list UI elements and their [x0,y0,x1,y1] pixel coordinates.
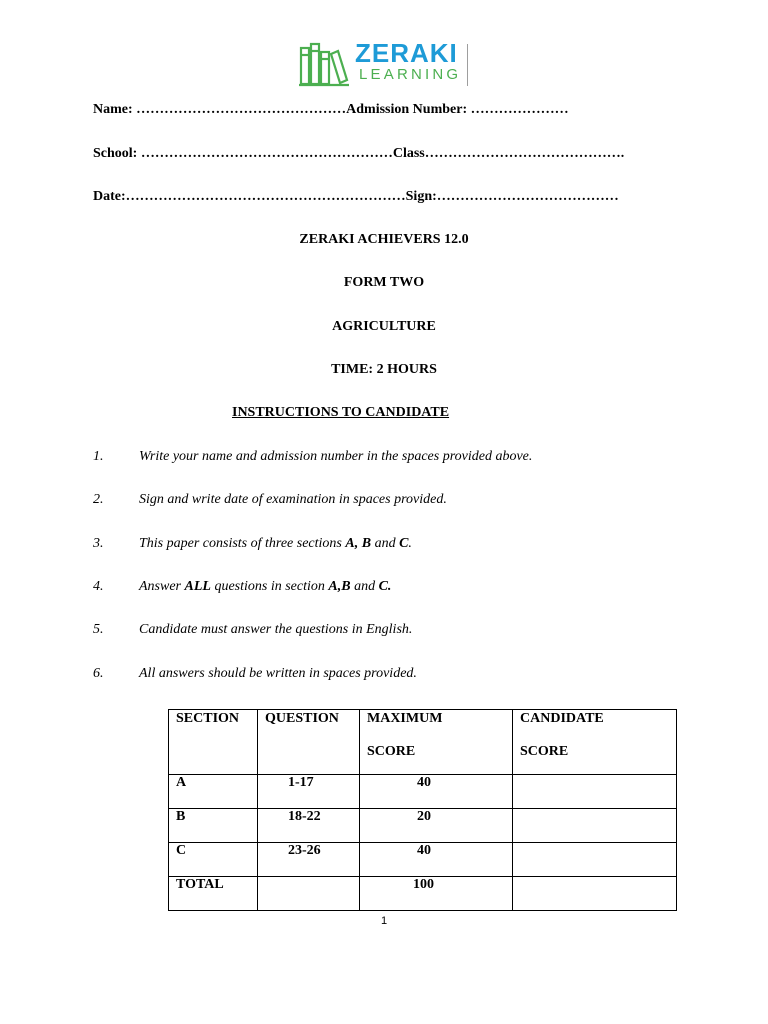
logo-divider [467,44,468,86]
table-header-cell: QUESTION [258,710,360,775]
table-cell [258,877,360,911]
table-cell: 23-26 [258,843,360,877]
instruction-number: 5. [93,622,104,637]
table-row [169,775,677,809]
table-row [169,877,677,911]
table-cell: B [169,809,258,843]
table-cell [513,775,677,809]
table-cell: 100 [360,877,513,911]
date-field: Date:……………………………………………………Sign:………………………………… [93,189,619,204]
name-field: Name: ………………………………………Admission Number: ………………… [93,102,569,117]
instruction-text: This paper consists of three sections A, B and C. [139,536,412,551]
school-field: School: ………………………………………………Class……………………………………. [93,146,625,161]
logo-brand: ZERAKI [355,38,458,68]
instruction-text: Candidate must answer the questions in English. [139,622,413,637]
subject-title: AGRICULTURE [332,319,436,334]
form-title: FORM TWO [343,275,425,290]
instruction-text: Write your name and admission number in the spaces provided above. [139,449,533,464]
table-header-cell: MAXIMUM SCORE [360,710,513,775]
table-row [169,809,677,843]
instruction-text: All answers should be written in spaces provided. [139,666,417,681]
table-cell: 40 [360,843,513,877]
zeraki-logo [299,38,471,88]
instruction-number: 4. [93,579,104,594]
instruction-text: Sign and write date of examination in spaces provided. [139,492,447,507]
table-cell: 20 [360,809,513,843]
table-cell: 18-22 [258,809,360,843]
table-header-cell: CANDIDATE SCORE [513,710,677,775]
score-table [168,709,677,911]
logo-sub: LEARNING [359,66,462,83]
instruction-number: 3. [93,536,104,551]
table-cell: 1-17 [258,775,360,809]
table-cell [513,809,677,843]
page-number: 1 [380,915,388,927]
table-row [169,843,677,877]
table-cell: TOTAL [169,877,258,911]
table-cell: 40 [360,775,513,809]
instruction-text: Answer ALL questions in section A,B and C. [139,579,392,594]
table-cell [513,877,677,911]
table-cell [513,843,677,877]
instruction-number: 1. [93,449,104,464]
instruction-number: 6. [93,666,104,681]
table-header-cell: SECTION [169,710,258,775]
exam-title: ZERAKI ACHIEVERS 12.0 [299,232,469,247]
instructions-heading: INSTRUCTIONS TO CANDIDATE [232,405,450,420]
instruction-number: 2. [93,492,104,507]
table-cell: A [169,775,258,809]
table-header-row [169,710,677,775]
books-icon [299,42,351,88]
table-cell: C [169,843,258,877]
time-title: TIME: 2 HOURS [331,362,437,377]
